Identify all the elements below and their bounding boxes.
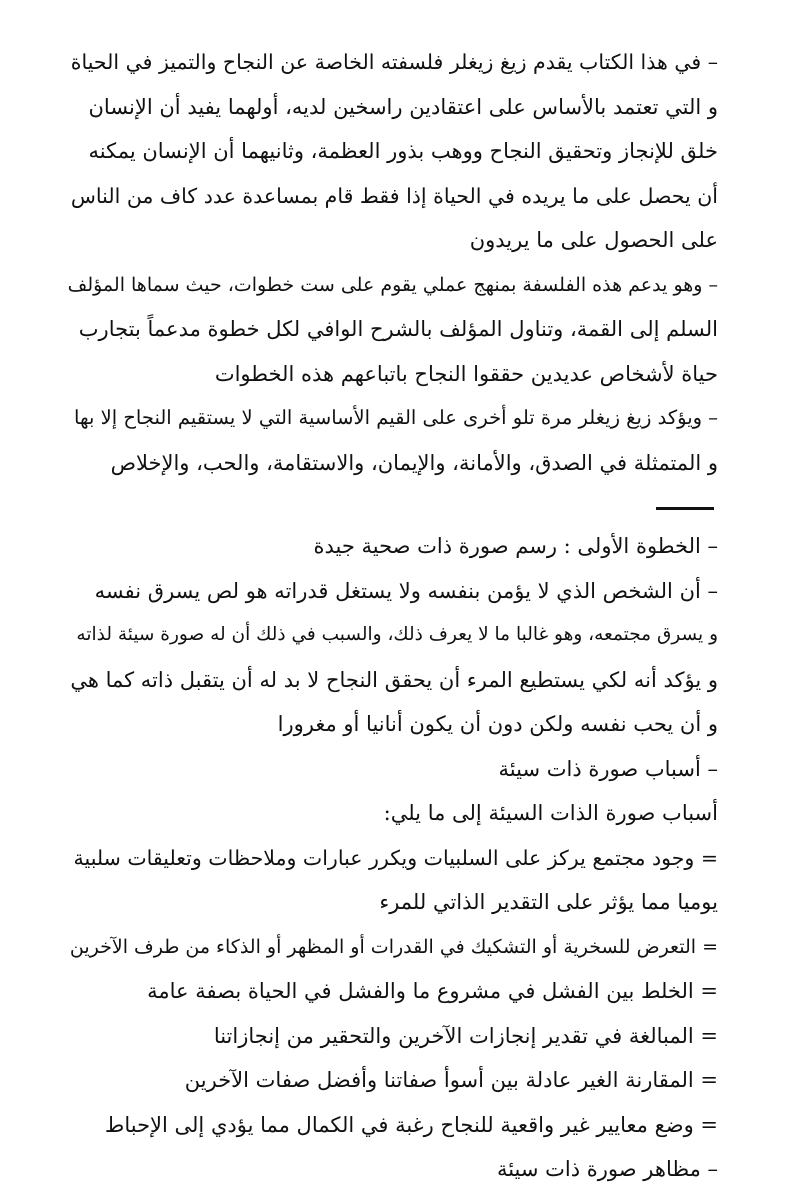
bad-self-image-causes-intro: أسباب صورة الذات السيئة إلى ما يلي: <box>383 801 718 825</box>
intro-line-7: السلم إلى القمة، وتناول المؤلف بالشرح الوافي لكل خطوة مدعماً بتجارب <box>78 317 718 341</box>
intro-line-9: – ويؤكد زيغ زيغلر مرة تلو أخرى على القيم الأساسية التي لا يستقيم النجاح إلا بها <box>74 406 718 429</box>
cause-item-6: = وضع معايير غير واقعية للنجاح رغبة في الكمال مما يؤدي إلى الإحباط <box>104 1112 718 1137</box>
step-one-line-3: و يسرق مجتمعه، وهو غالبا ما لا يعرف ذلك، والسبب في ذلك أن له صورة سيئة لذاته <box>76 624 718 645</box>
intro-line-4: أن يحصل على ما يريده في الحياة إذا فقط قام بمساعدة عدد كاف من الناس <box>70 183 718 208</box>
cause-item-2: = التعرض للسخرية أو التشكيك في القدرات أو المظهر أو الذكاء من طرف الآخرين <box>69 935 718 958</box>
section-gap <box>68 485 718 507</box>
cause-item-1-continued: يوميا مما يؤثر على التقدير الذاتي للمرء <box>379 890 718 914</box>
step-one-section <box>68 524 718 1192</box>
intro-line-1: – في هذا الكتاب يقدم زيغ زيغلر فلسفته الخاصة عن النجاح والتميز في الحياة <box>70 50 718 74</box>
intro-line-3: خلق للإنجاز وتحقيق النجاح ووهب بذور العظمة، وثانيهما أن الإنسان يمكنه <box>88 139 718 163</box>
step-one-line-5: و أن يحب نفسه ولكن دون أن يكون أنانيا أو مغرورا <box>277 712 718 736</box>
cause-item-4: = المبالغة في تقدير إنجازات الآخرين والتحقير من إنجازاتنا <box>213 1023 718 1048</box>
section-divider <box>656 507 714 510</box>
step-one-line-2: – أن الشخص الذي لا يؤمن بنفسه ولا يستغل قدراته هو لص يسرق نفسه <box>94 578 718 603</box>
cause-item-5: = المقارنة الغير عادلة بين أسوأ صفاتنا وأفضل صفات الآخرين <box>184 1068 718 1092</box>
bad-self-image-causes-heading: – أسباب صورة ذات سيئة <box>498 756 718 781</box>
step-one-heading: – الخطوة الأولى : رسم صورة ذات صحية جيدة <box>313 534 718 558</box>
step-one-line-4: و يؤكد أنه لكي يستطيع المرء أن يحقق النجاح لا بد له أن يتقبل ذاته كما هي <box>70 667 718 692</box>
document-page <box>68 40 718 1192</box>
cause-item-1: = وجود مجتمع يركز على السلبيات ويكرر عبارات وملاحظات وتعليقات سلبية <box>73 845 718 870</box>
intro-line-2: و التي تعتمد بالأساس على اعتقادين راسخين لديه، أولهما يفيد أن الإنسان <box>88 94 718 119</box>
intro-line-5: على الحصول على ما يريدون <box>469 228 718 252</box>
intro-section <box>68 40 718 485</box>
intro-line-10: و المتمثلة في الصدق، والأمانة، والإيمان، والاستقامة، والحب، والإخلاص <box>110 450 718 475</box>
intro-line-6: – وهو يدعم هذه الفلسفة بمنهج عملي يقوم على ست خطوات، حيث سماها المؤلف <box>68 273 718 296</box>
cause-item-3: = الخلط بين الفشل في مشروع ما والفشل في الحياة بصفة عامة <box>147 979 718 1003</box>
bad-self-image-signs-heading: – مظاهر صورة ذات سيئة <box>496 1157 718 1181</box>
intro-line-8: حياة لأشخاص عديدين حققوا النجاح باتباعهم هذه الخطوات <box>214 361 718 386</box>
